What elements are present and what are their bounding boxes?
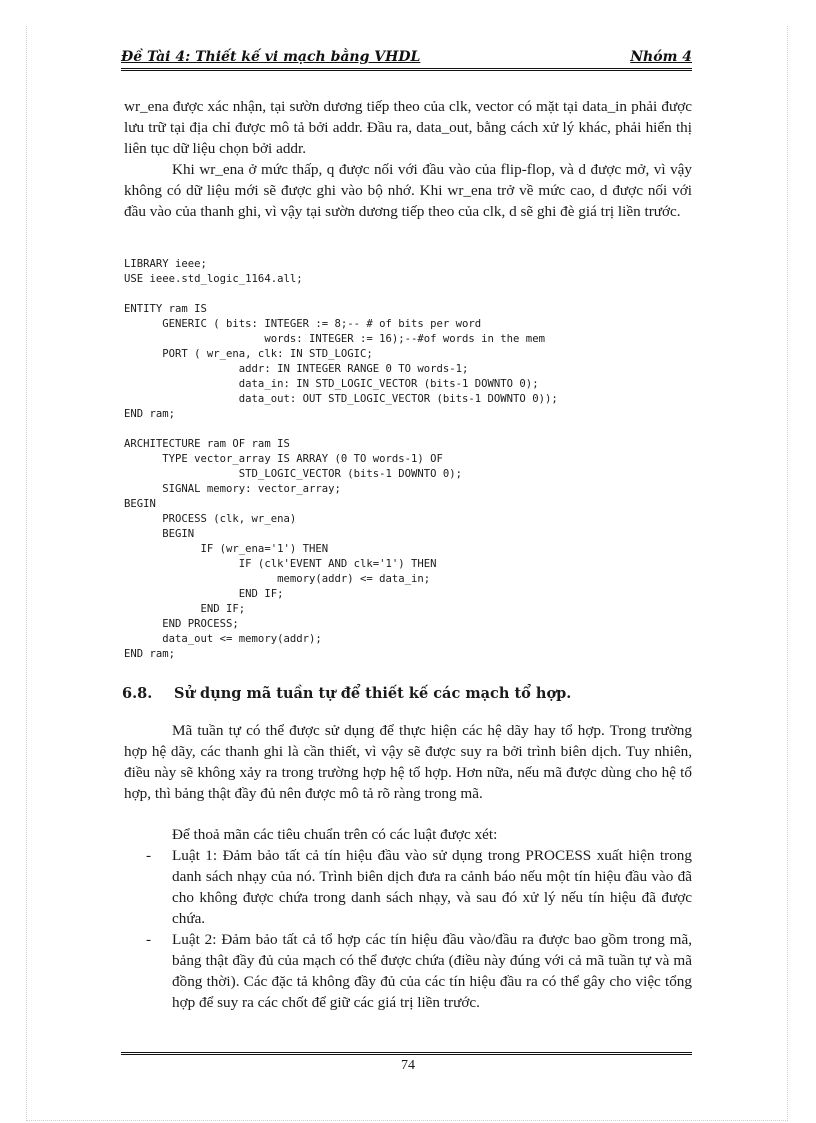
footer-rule xyxy=(121,1052,692,1055)
header-title: Đề Tài 4: Thiết kế vi mạch bằng VHDL xyxy=(121,49,421,65)
code-line: END IF; xyxy=(124,588,284,600)
code-line: END ram; xyxy=(124,408,176,420)
code-line: data_out <= memory(addr); xyxy=(124,633,322,645)
code-line: END IF; xyxy=(124,603,246,615)
bullet-dash: - xyxy=(146,931,152,948)
code-line: IF (clk'EVENT AND clk='1') THEN xyxy=(124,558,437,570)
list-item xyxy=(124,845,692,929)
vhdl-code-block xyxy=(124,257,692,662)
paragraph-rules-intro: Để thoả mãn các tiêu chuẩn trên có các luật được xét: xyxy=(172,826,498,843)
code-line: BEGIN xyxy=(124,528,195,540)
code-line: BEGIN xyxy=(124,498,156,510)
code-line xyxy=(124,422,692,437)
code-line: words: INTEGER := 16);--#of words in the mem xyxy=(124,333,545,345)
paragraph-wr-ena: wr_ena được xác nhận, tại sườn dương tiếp theo của clk, vector có mặt tại data_in phải được lưu trữ tại địa chỉ được mô tả bởi addr. Đầu ra, data_out, bằng cách xử lý khác, phải hiển thị liên tục dữ liệu chọn bởi addr. xyxy=(124,98,692,157)
header-rule xyxy=(121,68,692,71)
code-line: GENERIC ( bits: INTEGER := 8;-- # of bits per word xyxy=(124,318,482,330)
list-item xyxy=(124,929,692,1013)
paragraph-wr-ena-low: Khi wr_ena ở mức thấp, q được nối với đầu vào của flip-flop, và d được mở, vì vậy không có dữ liệu mới sẽ được ghi vào bộ nhớ. Khi wr_ena trở về mức cao, d được nối với đầu vào của thanh ghi, vì vậy tại sườn dương tiếp theo của clk, d sẽ ghi đè giá trị liền trước. xyxy=(124,161,692,220)
paragraph-sequential-code: Mã tuần tự có thể được sử dụng để thực hiện các hệ dãy hay tổ hợp. Trong trường hợp hệ dãy, các thanh ghi là cần thiết, vì vậy sẽ được suy ra bởi trình biên dịch. Tuy nhiên, điều này sẽ không xảy ra trong trường hợp hệ tổ hợp. Hơn nữa, nếu mã được dùng cho hệ tổ hợp, thì bảng thật đầy đủ nên được mô tả rõ ràng trong mã. xyxy=(124,722,692,802)
section-number: 6.8. xyxy=(122,685,153,702)
code-line: ENTITY ram IS xyxy=(124,303,207,315)
running-header xyxy=(121,47,692,67)
rule-text: Luật 1: Đảm bảo tất cả tín hiệu đầu vào sử dụng trong PROCESS xuất hiện trong danh sách nhạy của nó. Trình biên dịch đưa ra cảnh báo nếu một tín hiệu đầu vào đã cho không được chứa trong danh sách nhạy, và sau đó xử lý nếu tín hiệu đã được chứa. xyxy=(172,847,692,927)
code-line: LIBRARY ieee; xyxy=(124,258,207,270)
code-line: memory(addr) <= data_in; xyxy=(124,573,431,585)
code-line: addr: IN INTEGER RANGE 0 TO words-1; xyxy=(124,363,469,375)
section-title: Sử dụng mã tuần tự để thiết kế các mạch tổ hợp. xyxy=(174,685,572,702)
code-line: SIGNAL memory: vector_array; xyxy=(124,483,341,495)
code-line: PROCESS (clk, wr_ena) xyxy=(124,513,297,525)
header-group: Nhóm 4 xyxy=(630,49,692,65)
code-line: PORT ( wr_ena, clk: IN STD_LOGIC; xyxy=(124,348,373,360)
code-line: USE ieee.std_logic_1164.all; xyxy=(124,273,303,285)
code-line: STD_LOGIC_VECTOR (bits-1 DOWNTO 0); xyxy=(124,468,463,480)
code-line: IF (wr_ena='1') THEN xyxy=(124,543,329,555)
code-line: data_out: OUT STD_LOGIC_VECTOR (bits-1 DOWNTO 0)); xyxy=(124,393,558,405)
code-line xyxy=(124,287,692,302)
code-line: ARCHITECTURE ram OF ram IS xyxy=(124,438,290,450)
code-line: END ram; xyxy=(124,648,176,660)
page-number: 74 xyxy=(401,1058,415,1073)
rules-list xyxy=(124,845,692,1013)
code-line: END PROCESS; xyxy=(124,618,239,630)
code-line: TYPE vector_array IS ARRAY (0 TO words-1) OF xyxy=(124,453,443,465)
bullet-dash: - xyxy=(146,847,152,864)
rule-text: Luật 2: Đảm bảo tất cả tổ hợp các tín hiệu đầu vào/đầu ra được bao gồm trong mã, bảng thật đầy đủ của mạch có thể được chứa (điều này đúng với cả mã tuần tự và mã đồng thời). Các đặc tả không đầy đủ của các tín hiệu đầu ra có thể gây cho việc tổng hợp để suy ra các chốt để giữ các giá trị liền trước. xyxy=(172,931,692,1011)
code-line: data_in: IN STD_LOGIC_VECTOR (bits-1 DOWNTO 0); xyxy=(124,378,539,390)
